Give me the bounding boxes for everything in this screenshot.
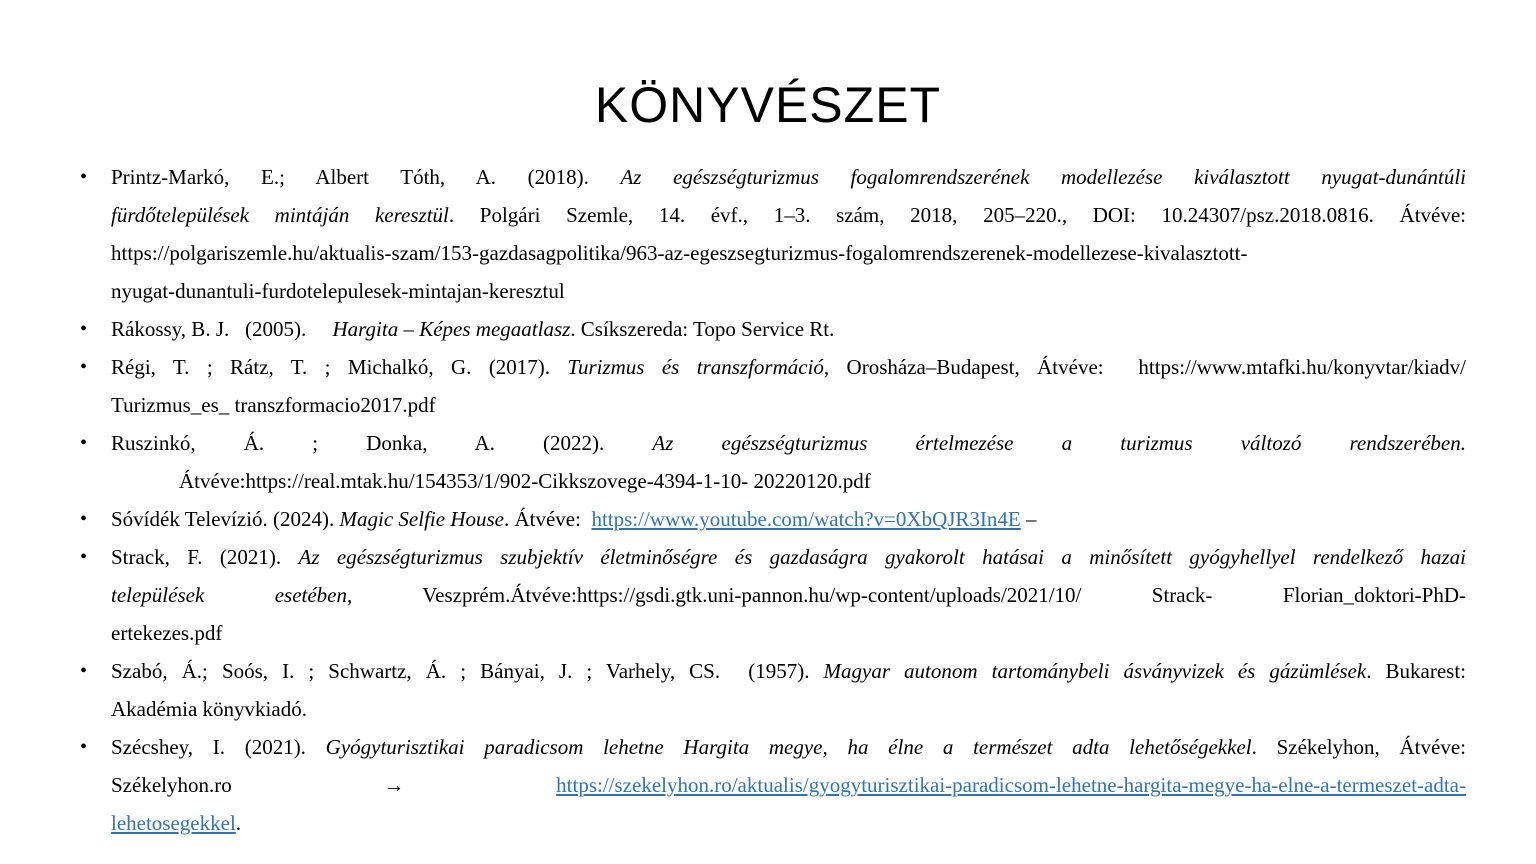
text-segment: . Polgári Szemle, 14. évf., 1–3. szám, 2018, 205–220., DOI: 10.24307/psz.2018.0816. Átvéve: [448, 203, 1467, 227]
text-segment: . Csíkszereda: Topo Service Rt. [570, 317, 835, 341]
bibliography-entry [78, 538, 1466, 652]
bibliography-entry [78, 728, 1466, 842]
work-title: Az egészségturizmus fogalomrendszerének modellezése kiválasztott nyugat-dunántúli [620, 165, 1466, 189]
work-title: települések esetében [111, 583, 347, 607]
work-title: Gyógyturisztikai paradicsom lehetne Hargita megye, ha élne a természet adta lehetőségekkel [325, 735, 1252, 759]
text-segment: Rákossy, B. J. (2005). [111, 317, 333, 341]
text-segment: Székelyhon.ro → [111, 773, 557, 797]
entry-line [111, 728, 1466, 766]
bibliography-entry [78, 424, 1466, 500]
text-segment: . Átvéve: [503, 507, 592, 531]
text-segment: , Orosháza–Budapest, Átvéve: https://www.mtafki.hu/konyvtar/kiadv/ [823, 355, 1466, 379]
text-segment: Sóvídék Televízió. (2024). [111, 507, 340, 531]
entry-line [111, 272, 1466, 310]
work-title: Az egészségturizmus szubjektív életminőségre és gazdaságra gyakorolt hatásai a minősített gyógyhellyel rendelkező hazai [298, 545, 1467, 569]
entry-line [111, 196, 1466, 234]
bullet-icon: • [80, 508, 88, 530]
text-segment: Átvéve:https://real.mtak.hu/154353/1/902-Cikkszovege-4394-1-10- 20220120.pdf [179, 469, 871, 493]
entry-line [111, 690, 1466, 728]
text-segment: Szécshey, I. (2021). [111, 735, 326, 759]
bullet-icon: • [80, 546, 88, 568]
hyperlink[interactable]: https://www.youtube.com/watch?v=0XbQJR3In4E [591, 507, 1021, 531]
work-title: Hargita – Képes megaatlasz [332, 317, 571, 341]
bullet-icon: • [80, 318, 88, 340]
text-segment: Szabó, Á.; Soós, I. ; Schwartz, Á. ; Bányai, J. ; Varhely, CS. (1957). [111, 659, 824, 683]
entry-line [111, 500, 1466, 538]
text-segment: Régi, T. ; Rátz, T. ; Michalkó, G. (2017). [111, 355, 568, 379]
bibliography-entry [78, 310, 1466, 348]
page-title: KÖNYVÉSZET [594, 77, 942, 133]
text-segment: Ruszinkó, Á. ; Donka, A. (2022). [111, 431, 653, 455]
text-segment: nyugat-dunantuli-furdotelepulesek-mintajan-keresztul [111, 279, 565, 303]
bullet-icon: • [80, 432, 88, 454]
bibliography-entry [78, 348, 1466, 424]
work-title: Magic Selfie House [339, 507, 504, 531]
work-title: fürdőtelepülések mintáján keresztül [111, 203, 449, 227]
entry-line [111, 462, 1466, 500]
bullet-icon: • [80, 736, 88, 758]
entry-line [111, 424, 1466, 462]
hyperlink[interactable]: lehetosegekkel [111, 811, 236, 835]
entry-line [111, 348, 1466, 386]
text-segment: . Bukarest: [1366, 659, 1466, 683]
bullet-icon: • [80, 660, 88, 682]
bibliography-entry [78, 652, 1466, 728]
text-segment: Strack, F. (2021). [111, 545, 299, 569]
text-segment: https://polgariszemle.hu/aktualis-szam/153-gazdasagpolitika/963-az-egeszsegturizmus-fogalomrendszerenek-modellezese-kivalasztott- [111, 241, 1248, 265]
text-segment: Printz-Markó, E.; Albert Tóth, A. (2018). [111, 165, 621, 189]
text-segment: , Veszprém.Átvéve:https://gsdi.gtk.uni-pannon.hu/wp-content/uploads/2021/10/ Strack- Florian_doktori-PhD- [347, 583, 1467, 607]
bibliography-list [78, 158, 1466, 842]
text-segment: . Székelyhon, Átvéve: [1251, 735, 1466, 759]
work-title: Turizmus és transzformáció [567, 355, 824, 379]
work-title: Magyar autonom tartománybeli ásványvizek és gázümlések [823, 659, 1367, 683]
entry-line [111, 386, 1466, 424]
work-title: Az egészségturizmus értelmezése a turizmus változó rendszerében. [652, 431, 1466, 455]
hyperlink[interactable]: https://szekelyhon.ro/aktualis/gyogyturisztikai-paradicsom-lehetne-hargita-megye-ha-elne-a-termeszet-adta- [556, 773, 1466, 797]
entry-line [111, 576, 1466, 614]
entry-line [111, 766, 1466, 804]
text-segment: – [1020, 507, 1037, 531]
entry-line [111, 234, 1466, 272]
bullet-icon: • [80, 166, 88, 188]
entry-line [111, 538, 1466, 576]
entry-line [111, 652, 1466, 690]
bullet-icon: • [80, 356, 88, 378]
bibliography-entry [78, 500, 1466, 538]
text-segment: ertekezes.pdf [111, 621, 223, 645]
text-segment: . [235, 811, 242, 835]
text-segment: Turizmus_es_ transzformacio2017.pdf [111, 393, 436, 417]
entry-line [111, 614, 1466, 652]
text-segment: Akadémia könyvkiadó. [111, 697, 307, 721]
entry-line [111, 158, 1466, 196]
bibliography-entry [78, 158, 1466, 310]
entry-line [111, 804, 1466, 842]
entry-line [111, 310, 1466, 348]
